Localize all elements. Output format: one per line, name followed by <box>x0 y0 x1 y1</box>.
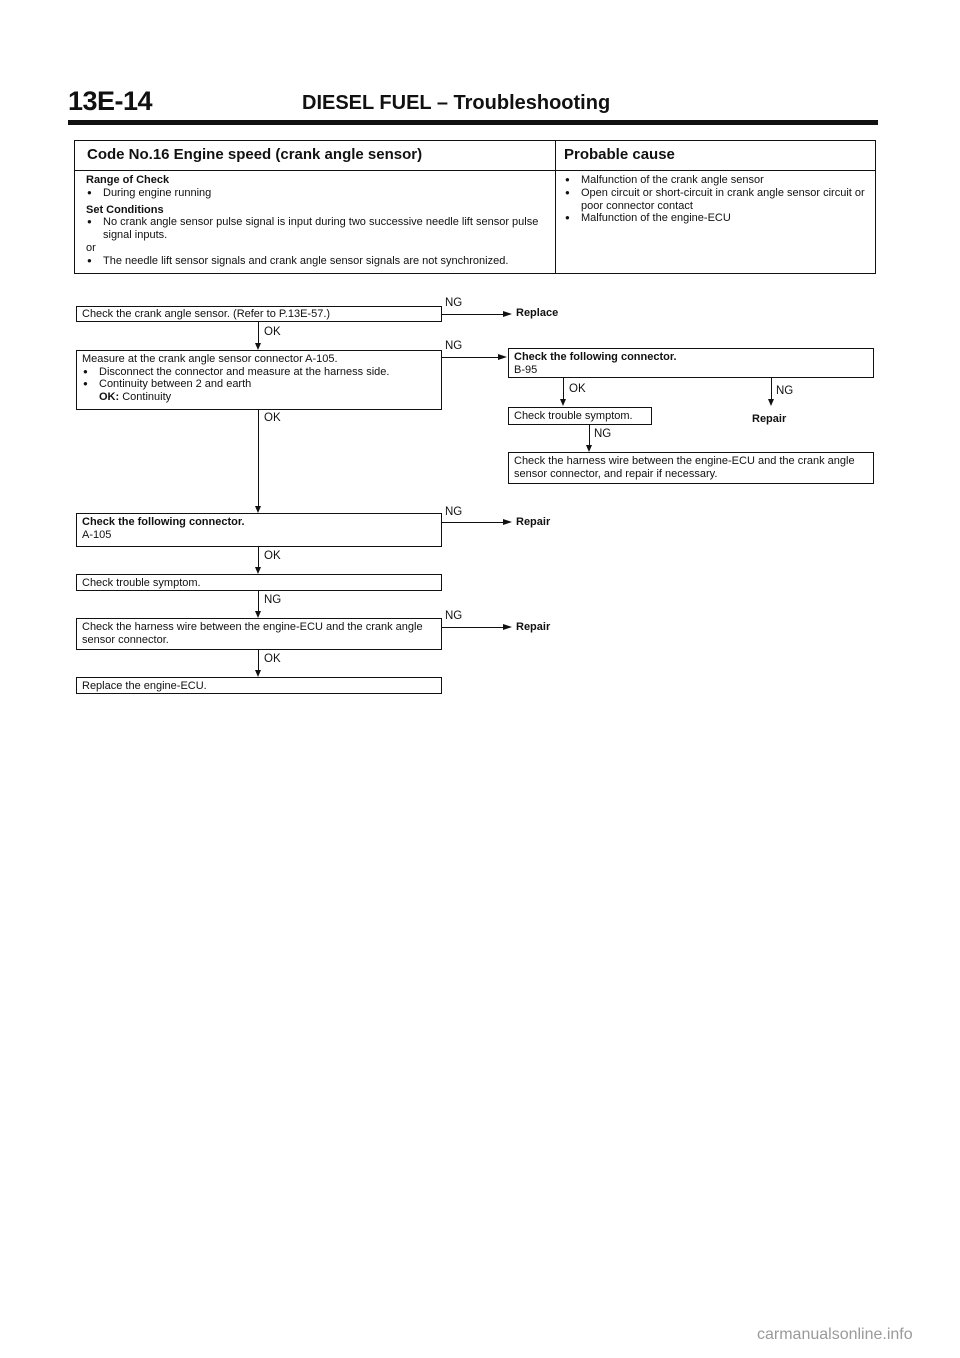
measure-connector-box <box>76 350 442 410</box>
ok-label: OK <box>264 326 281 338</box>
arrow-down-icon <box>255 343 261 350</box>
ok-label: OK <box>264 550 281 562</box>
ng-label: NG <box>445 297 463 309</box>
result-repair: Repair <box>516 621 551 633</box>
step4-text: Check trouble symptom. <box>82 577 201 589</box>
ng-connector <box>442 627 504 628</box>
arrow-down-icon <box>255 670 261 677</box>
cause-item: ● Malfunction of the crank angle sensor <box>564 174 869 187</box>
replace-ecu-box <box>76 677 442 694</box>
check-connector-b95-box <box>508 348 874 378</box>
code-heading: Code No.16 Engine speed (crank angle sensor) <box>87 146 423 163</box>
ng-connector <box>442 522 504 523</box>
arrow-down-icon <box>255 506 261 513</box>
step3-title: Check the following connector. <box>82 516 245 528</box>
r-check-title: Check the following connector. <box>514 351 677 363</box>
ng-label: NG <box>264 594 282 606</box>
ng-connector <box>589 425 590 446</box>
arrow-down-icon <box>768 399 774 406</box>
r-harness-text: Check the harness wire between the engine-ECU and the crank angle sensor connector, and repair if necessary. <box>514 455 855 480</box>
ok-connector <box>258 322 259 344</box>
arrow-down-icon <box>560 399 566 406</box>
or-text: or <box>86 241 96 254</box>
ok-connector <box>258 547 259 568</box>
arrow-down-icon <box>255 567 261 574</box>
step1-text: Check the crank angle sensor. (Refer to P.13E-57.) <box>82 308 331 320</box>
table-header-divider <box>75 170 875 171</box>
range-item: ● During engine running <box>86 187 548 200</box>
ok-spec-value: Continuity <box>122 390 172 403</box>
ok-label: OK <box>264 653 281 665</box>
table-column-divider <box>555 141 556 273</box>
page-title: DIESEL FUEL – Troubleshooting <box>302 92 611 114</box>
ok-connector <box>258 650 259 671</box>
ok-spec-label: OK: <box>99 390 120 403</box>
arrow-right-icon <box>503 519 512 525</box>
ng-connector <box>442 357 498 358</box>
set-condition-item: ● No crank angle sensor pulse signal is input during two successive needle lift sensor pulse signal inputs. <box>86 216 548 242</box>
ok-label: OK <box>264 412 281 424</box>
probable-cause-heading: Probable cause <box>564 146 675 163</box>
step2-item: ● Disconnect the connector and measure at the harness side. <box>82 366 436 379</box>
step2-title: Measure at the crank angle sensor connector A-105. <box>82 353 338 365</box>
ng-label: NG <box>445 340 463 352</box>
ok-connector <box>258 410 259 507</box>
check-connector-a105-box <box>76 513 442 547</box>
arrow-down-icon <box>586 445 592 452</box>
arrow-right-icon <box>503 311 512 317</box>
step6-text: Replace the engine-ECU. <box>82 680 207 692</box>
result-repair: Repair <box>516 516 551 528</box>
range-of-check-label: Range of Check <box>86 174 170 186</box>
ok-label: OK <box>569 383 586 395</box>
result-repair: Repair <box>752 413 787 425</box>
ng-connector <box>258 591 259 612</box>
ng-label: NG <box>776 385 794 397</box>
check-crank-angle-sensor-box <box>76 306 442 322</box>
step5-text: Check the harness wire between the engine-ECU and the crank angle sensor connector. <box>82 621 423 646</box>
check-trouble-symptom-box <box>508 407 652 425</box>
result-replace: Replace <box>516 307 559 319</box>
step2-item: ● Continuity between 2 and earth <box>82 378 436 391</box>
condition-table <box>74 140 876 274</box>
page-number: 13E-14 <box>68 86 153 116</box>
check-trouble-symptom-box <box>76 574 442 591</box>
check-harness-wire-box <box>76 618 442 650</box>
step2-ok-line <box>82 391 436 404</box>
arrow-right-icon <box>498 354 507 360</box>
check-harness-repair-box <box>508 452 874 484</box>
ng-label: NG <box>445 506 463 518</box>
arrow-right-icon <box>503 624 512 630</box>
check-conditions-cell <box>86 174 548 268</box>
ng-label: NG <box>594 428 612 440</box>
ng-label: NG <box>445 610 463 622</box>
ng-connector <box>442 314 504 315</box>
ok-connector <box>563 378 564 400</box>
r-trouble-text: Check trouble symptom. <box>514 410 633 422</box>
cause-item: ● Open circuit or short-circuit in crank angle sensor circuit or poor connector contact <box>564 187 869 213</box>
watermark: carmanualsonline.info <box>757 1326 913 1343</box>
probable-cause-cell <box>564 174 869 225</box>
set-conditions-label: Set Conditions <box>86 203 164 216</box>
ng-connector <box>771 378 772 400</box>
arrow-down-icon <box>255 611 261 618</box>
set-condition-item: ● The needle lift sensor signals and crank angle sensor signals are not synchronized. <box>86 255 548 268</box>
cause-item: ● Malfunction of the engine-ECU <box>564 212 869 225</box>
r-check-code: B-95 <box>514 363 538 376</box>
step3-code: A-105 <box>82 528 112 541</box>
header-rule <box>68 120 878 125</box>
